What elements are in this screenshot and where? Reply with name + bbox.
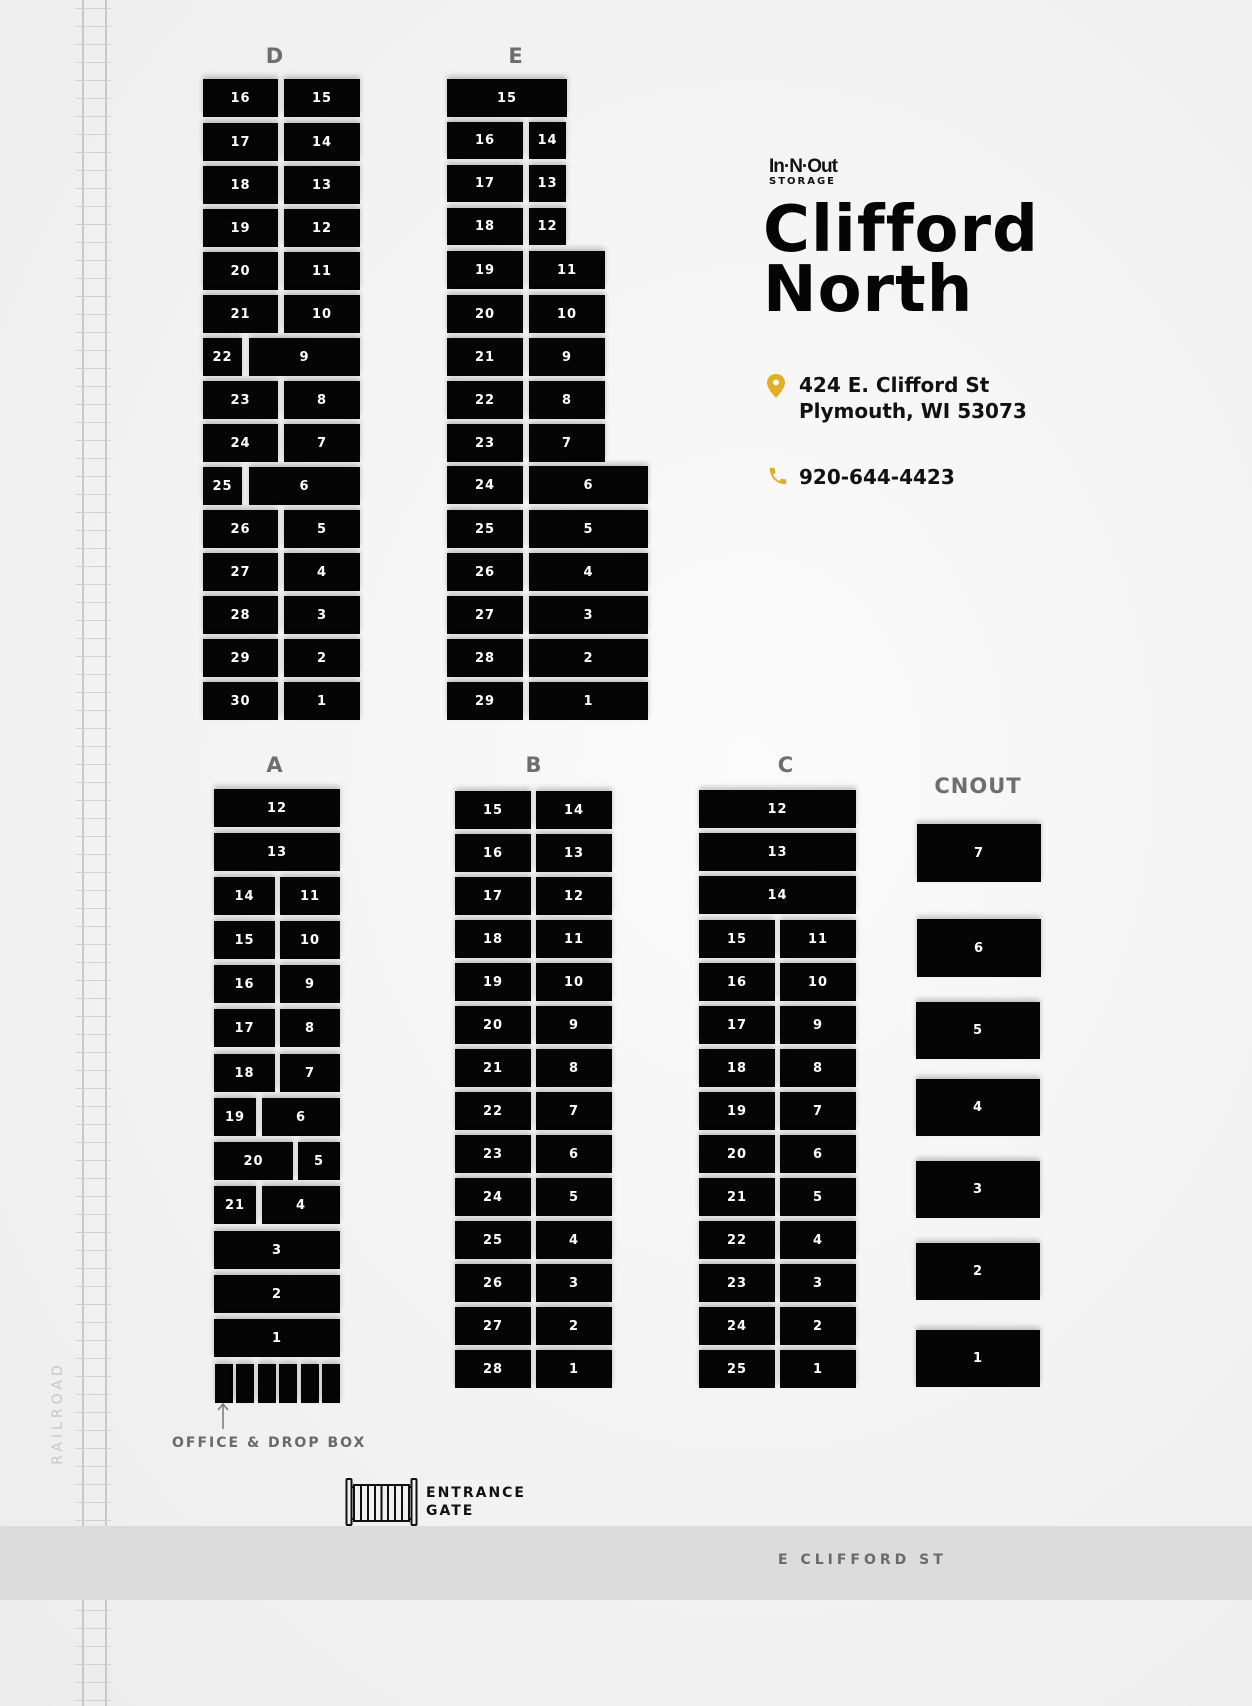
gate-icon: [345, 1475, 418, 1527]
railroad-tie: [76, 1034, 111, 1035]
unit-cnout-1[interactable]: 1: [916, 1330, 1040, 1387]
unit-b-26[interactable]: 26: [455, 1264, 531, 1302]
railroad-tie: [76, 1430, 111, 1431]
railroad-tie: [76, 548, 111, 549]
unit-d-17[interactable]: 17: [203, 123, 278, 161]
unit-e-20[interactable]: 20: [447, 295, 523, 333]
railroad-tie: [76, 368, 111, 369]
unit-c-22[interactable]: 22: [699, 1221, 775, 1259]
railroad-tie: [76, 1358, 111, 1359]
railroad-tie: [76, 656, 111, 657]
railroad-tie: [76, 1016, 111, 1017]
railroad-tie: [76, 908, 111, 909]
railroad-tie: [76, 458, 111, 459]
railroad-tie: [76, 8, 111, 9]
unit-c-3[interactable]: 3: [780, 1264, 856, 1302]
office-locker: [215, 1364, 233, 1403]
unit-c-8[interactable]: 8: [780, 1049, 856, 1087]
unit-e-7[interactable]: 7: [529, 424, 605, 462]
railroad-tie: [76, 494, 111, 495]
unit-e-8[interactable]: 8: [529, 381, 605, 419]
railroad-track-left: [82, 0, 84, 1706]
unit-e-21[interactable]: 21: [447, 338, 523, 376]
railroad-tie: [76, 1394, 111, 1395]
railroad-tie: [76, 962, 111, 963]
railroad-tie: [76, 80, 111, 81]
street-label: E CLIFFORD ST: [778, 1552, 947, 1568]
unit-a-1[interactable]: 1: [214, 1319, 340, 1357]
office-locker: [236, 1364, 254, 1403]
railroad-label: RAILROAD: [50, 1361, 66, 1465]
phone-icon: [767, 465, 789, 487]
unit-d-4[interactable]: 4: [284, 553, 360, 591]
unit-e-2[interactable]: 2: [529, 639, 648, 677]
office-locker: [258, 1364, 276, 1403]
railroad-track-right: [105, 0, 107, 1706]
railroad-tie: [76, 1520, 111, 1521]
unit-b-4[interactable]: 4: [536, 1221, 612, 1259]
unit-b-8[interactable]: 8: [536, 1049, 612, 1087]
unit-b-23[interactable]: 23: [455, 1135, 531, 1173]
unit-a-3[interactable]: 3: [214, 1231, 340, 1269]
railroad-tie: [76, 944, 111, 945]
railroad-tie: [76, 44, 111, 45]
railroad-tie: [76, 170, 111, 171]
office-drop-box-label: OFFICE & DROP BOX: [172, 1435, 367, 1451]
unit-a-20[interactable]: 20: [214, 1142, 293, 1180]
gate-label-line1: ENTRANCE: [426, 1485, 526, 1501]
railroad-tie: [76, 728, 111, 729]
railroad-tie: [76, 638, 111, 639]
unit-b-3[interactable]: 3: [536, 1264, 612, 1302]
railroad-tie: [76, 584, 111, 585]
unit-d-23[interactable]: 23: [203, 381, 278, 419]
entrance-gate-label: [426, 1484, 526, 1520]
unit-b-16[interactable]: 16: [455, 834, 531, 872]
railroad-tie: [76, 1682, 111, 1683]
unit-a-21[interactable]: 21: [214, 1186, 256, 1224]
railroad-tie: [76, 1448, 111, 1449]
street-band: [0, 1526, 1252, 1600]
unit-e-22[interactable]: 22: [447, 381, 523, 419]
unit-e-6[interactable]: 6: [529, 466, 648, 504]
unit-a-6[interactable]: 6: [262, 1098, 340, 1136]
unit-b-7[interactable]: 7: [536, 1092, 612, 1130]
unit-b-19[interactable]: 19: [455, 963, 531, 1001]
unit-e-19[interactable]: 19: [447, 251, 523, 289]
office-locker: [322, 1364, 340, 1403]
railroad-tie: [76, 422, 111, 423]
unit-d-13[interactable]: 13: [284, 166, 360, 204]
unit-cnout-6[interactable]: 6: [917, 919, 1041, 977]
railroad-tie: [76, 1286, 111, 1287]
brand-name: In·N·Out: [769, 156, 837, 177]
unit-c-19[interactable]: 19: [699, 1092, 775, 1130]
railroad-tie: [76, 242, 111, 243]
unit-b-27[interactable]: 27: [455, 1307, 531, 1345]
section-label-cnout: CNOUT: [934, 774, 1022, 798]
location-pin-icon: [766, 373, 786, 399]
unit-b-6[interactable]: 6: [536, 1135, 612, 1173]
unit-c-23[interactable]: 23: [699, 1264, 775, 1302]
up-arrow-icon: [216, 1402, 230, 1430]
railroad-tie: [76, 1268, 111, 1269]
unit-c-20[interactable]: 20: [699, 1135, 775, 1173]
unit-b-20[interactable]: 20: [455, 1006, 531, 1044]
unit-e-28[interactable]: 28: [447, 639, 523, 677]
section-label-b: B: [525, 753, 543, 777]
railroad-tie: [76, 1052, 111, 1053]
railroad-tie: [76, 1466, 111, 1467]
railroad-tie: [76, 152, 111, 153]
railroad-tie: [76, 818, 111, 819]
unit-c-15[interactable]: 15: [699, 920, 775, 958]
unit-a-4[interactable]: 4: [262, 1186, 340, 1224]
railroad-tie: [76, 1250, 111, 1251]
unit-c-11[interactable]: 11: [780, 920, 856, 958]
unit-c-1[interactable]: 1: [780, 1350, 856, 1388]
railroad-tie: [76, 314, 111, 315]
railroad-tie: [76, 1646, 111, 1647]
unit-a-15[interactable]: 15: [214, 921, 275, 959]
railroad-tie: [76, 872, 111, 873]
unit-c-6[interactable]: 6: [780, 1135, 856, 1173]
unit-e-12[interactable]: 12: [529, 208, 566, 245]
railroad-tie: [76, 1340, 111, 1341]
unit-cnout-5[interactable]: 5: [916, 1002, 1040, 1059]
unit-b-12[interactable]: 12: [536, 877, 612, 915]
unit-c-4[interactable]: 4: [780, 1221, 856, 1259]
unit-a-8[interactable]: 8: [280, 1009, 340, 1047]
unit-d-29[interactable]: 29: [203, 639, 278, 677]
unit-d-10[interactable]: 10: [284, 295, 360, 333]
unit-d-30[interactable]: 30: [203, 682, 278, 720]
unit-b-2[interactable]: 2: [536, 1307, 612, 1345]
unit-a-14[interactable]: 14: [214, 877, 275, 915]
unit-d-16[interactable]: 16: [203, 79, 278, 117]
railroad-tie: [76, 1610, 111, 1611]
railroad-tie: [76, 26, 111, 27]
page-title: [763, 193, 1039, 327]
railroad-tie: [76, 620, 111, 621]
unit-e-23[interactable]: 23: [447, 424, 523, 462]
unit-a-18[interactable]: 18: [214, 1054, 275, 1092]
unit-b-14[interactable]: 14: [536, 791, 612, 829]
railroad-tie: [76, 800, 111, 801]
railroad-tie: [76, 1412, 111, 1413]
railroad-tie: [76, 1664, 111, 1665]
railroad-tie: [76, 1700, 111, 1701]
unit-e-11[interactable]: 11: [529, 251, 605, 289]
unit-d-8[interactable]: 8: [284, 381, 360, 419]
section-label-e: E: [508, 44, 524, 68]
railroad-tie: [76, 476, 111, 477]
section-label-d: D: [265, 44, 285, 68]
railroad-tie: [76, 1304, 111, 1305]
railroad-tie: [76, 782, 111, 783]
unit-cnout-3[interactable]: 3: [916, 1161, 1040, 1218]
unit-b-18[interactable]: 18: [455, 920, 531, 958]
railroad-tie: [76, 1178, 111, 1179]
unit-b-10[interactable]: 10: [536, 963, 612, 1001]
unit-a-2[interactable]: 2: [214, 1275, 340, 1313]
unit-c-5[interactable]: 5: [780, 1178, 856, 1216]
unit-e-29[interactable]: 29: [447, 682, 523, 720]
unit-a-13[interactable]: 13: [214, 833, 340, 871]
unit-d-1[interactable]: 1: [284, 682, 360, 720]
railroad-tie: [76, 224, 111, 225]
unit-a-11[interactable]: 11: [280, 877, 340, 915]
address: [799, 372, 1027, 424]
unit-e-15[interactable]: 15: [447, 79, 567, 117]
railroad-tie: [76, 926, 111, 927]
railroad-tie: [76, 260, 111, 261]
unit-c-18[interactable]: 18: [699, 1049, 775, 1087]
unit-c-17[interactable]: 17: [699, 1006, 775, 1044]
railroad-tie: [76, 1214, 111, 1215]
unit-c-25[interactable]: 25: [699, 1350, 775, 1388]
railroad-tie: [76, 980, 111, 981]
unit-c-14[interactable]: 14: [699, 876, 856, 914]
unit-a-16[interactable]: 16: [214, 965, 275, 1003]
railroad-tie: [76, 764, 111, 765]
railroad-tie: [76, 692, 111, 693]
railroad-tie: [76, 1142, 111, 1143]
railroad-tie: [76, 188, 111, 189]
unit-d-18[interactable]: 18: [203, 166, 278, 204]
railroad-tie: [76, 116, 111, 117]
railroad-tie: [76, 710, 111, 711]
title-line2: North: [763, 253, 974, 327]
unit-c-21[interactable]: 21: [699, 1178, 775, 1216]
unit-d-28[interactable]: 28: [203, 596, 278, 634]
unit-d-9[interactable]: 9: [249, 338, 360, 376]
unit-b-13[interactable]: 13: [536, 834, 612, 872]
unit-e-4[interactable]: 4: [529, 553, 648, 591]
railroad-tie: [76, 512, 111, 513]
unit-b-15[interactable]: 15: [455, 791, 531, 829]
unit-b-5[interactable]: 5: [536, 1178, 612, 1216]
unit-cnout-7[interactable]: 7: [917, 824, 1041, 882]
railroad-tie: [76, 854, 111, 855]
title-line1: Clifford: [763, 193, 1039, 267]
unit-e-18[interactable]: 18: [447, 208, 523, 245]
unit-a-12[interactable]: 12: [214, 789, 340, 827]
railroad-tie: [76, 1232, 111, 1233]
unit-e-1[interactable]: 1: [529, 682, 648, 720]
railroad-tie: [76, 1070, 111, 1071]
unit-d-25[interactable]: 25: [203, 467, 242, 505]
railroad-tie: [76, 1196, 111, 1197]
brand-subtitle: STORAGE: [769, 176, 837, 187]
railroad-tie: [76, 350, 111, 351]
unit-d-15[interactable]: 15: [284, 79, 360, 117]
unit-e-3[interactable]: 3: [529, 596, 648, 634]
railroad-tie: [76, 674, 111, 675]
unit-b-9[interactable]: 9: [536, 1006, 612, 1044]
railroad-tie: [76, 296, 111, 297]
railroad-tie: [76, 206, 111, 207]
unit-d-19[interactable]: 19: [203, 209, 278, 247]
unit-d-27[interactable]: 27: [203, 553, 278, 591]
unit-d-6[interactable]: 6: [249, 467, 360, 505]
address-line1: 424 E. Clifford St: [799, 373, 990, 397]
railroad-tie: [76, 98, 111, 99]
unit-b-25[interactable]: 25: [455, 1221, 531, 1259]
unit-d-20[interactable]: 20: [203, 252, 278, 290]
unit-c-10[interactable]: 10: [780, 963, 856, 1001]
railroad-tie: [76, 530, 111, 531]
unit-e-26[interactable]: 26: [447, 553, 523, 591]
railroad-tie: [76, 1106, 111, 1107]
unit-e-25[interactable]: 25: [447, 510, 523, 548]
railroad-tie: [76, 746, 111, 747]
railroad-tie: [76, 890, 111, 891]
unit-d-11[interactable]: 11: [284, 252, 360, 290]
unit-d-24[interactable]: 24: [203, 424, 278, 462]
railroad-tie: [76, 386, 111, 387]
unit-c-16[interactable]: 16: [699, 963, 775, 1001]
gate-label-line2: GATE: [426, 1503, 475, 1519]
unit-d-21[interactable]: 21: [203, 295, 278, 333]
unit-d-5[interactable]: 5: [284, 510, 360, 548]
unit-cnout-4[interactable]: 4: [916, 1079, 1040, 1136]
unit-c-13[interactable]: 13: [699, 833, 856, 871]
unit-e-24[interactable]: 24: [447, 466, 523, 504]
unit-a-19[interactable]: 19: [214, 1098, 256, 1136]
unit-a-5[interactable]: 5: [298, 1142, 340, 1180]
unit-d-22[interactable]: 22: [203, 338, 242, 376]
unit-a-17[interactable]: 17: [214, 1009, 275, 1047]
brand-logo: [769, 158, 837, 188]
railroad-tie: [76, 332, 111, 333]
railroad-tie: [76, 1322, 111, 1323]
unit-e-9[interactable]: 9: [529, 338, 605, 376]
unit-b-17[interactable]: 17: [455, 877, 531, 915]
railroad-tie: [76, 1160, 111, 1161]
railroad-tie: [76, 998, 111, 999]
unit-d-26[interactable]: 26: [203, 510, 278, 548]
unit-e-13[interactable]: 13: [529, 165, 566, 202]
railroad-tie: [76, 134, 111, 135]
unit-b-22[interactable]: 22: [455, 1092, 531, 1130]
unit-c-7[interactable]: 7: [780, 1092, 856, 1130]
unit-b-21[interactable]: 21: [455, 1049, 531, 1087]
unit-e-10[interactable]: 10: [529, 295, 605, 333]
unit-d-14[interactable]: 14: [284, 123, 360, 161]
railroad-tie: [76, 836, 111, 837]
unit-a-10[interactable]: 10: [280, 921, 340, 959]
railroad-tie: [76, 602, 111, 603]
unit-d-12[interactable]: 12: [284, 209, 360, 247]
unit-e-16[interactable]: 16: [447, 122, 523, 159]
unit-e-17[interactable]: 17: [447, 165, 523, 202]
unit-cnout-2[interactable]: 2: [916, 1243, 1040, 1300]
railroad-tie: [76, 1628, 111, 1629]
unit-b-1[interactable]: 1: [536, 1350, 612, 1388]
railroad-tie: [76, 440, 111, 441]
unit-c-12[interactable]: 12: [699, 790, 856, 828]
unit-d-3[interactable]: 3: [284, 596, 360, 634]
unit-c-9[interactable]: 9: [780, 1006, 856, 1044]
unit-c-24[interactable]: 24: [699, 1307, 775, 1345]
office-locker: [301, 1364, 319, 1403]
unit-a-9[interactable]: 9: [280, 965, 340, 1003]
address-line2: Plymouth, WI 53073: [799, 399, 1027, 423]
section-label-c: C: [777, 753, 795, 777]
phone-number: 920-644-4423: [799, 465, 955, 489]
unit-e-5[interactable]: 5: [529, 510, 648, 548]
unit-d-2[interactable]: 2: [284, 639, 360, 677]
unit-b-11[interactable]: 11: [536, 920, 612, 958]
unit-a-7[interactable]: 7: [280, 1054, 340, 1092]
unit-d-7[interactable]: 7: [284, 424, 360, 462]
railroad-tie: [76, 62, 111, 63]
railroad-tie: [76, 1088, 111, 1089]
railroad-tie: [76, 278, 111, 279]
railroad-tie: [76, 1124, 111, 1125]
railroad-tie: [76, 1502, 111, 1503]
railroad-tie: [76, 566, 111, 567]
railroad-tie: [76, 1484, 111, 1485]
office-locker: [279, 1364, 297, 1403]
unit-b-24[interactable]: 24: [455, 1178, 531, 1216]
section-label-a: A: [266, 753, 284, 777]
railroad-tie: [76, 1376, 111, 1377]
unit-e-27[interactable]: 27: [447, 596, 523, 634]
unit-b-28[interactable]: 28: [455, 1350, 531, 1388]
railroad-tie: [76, 404, 111, 405]
unit-e-14[interactable]: 14: [529, 122, 566, 159]
unit-c-2[interactable]: 2: [780, 1307, 856, 1345]
